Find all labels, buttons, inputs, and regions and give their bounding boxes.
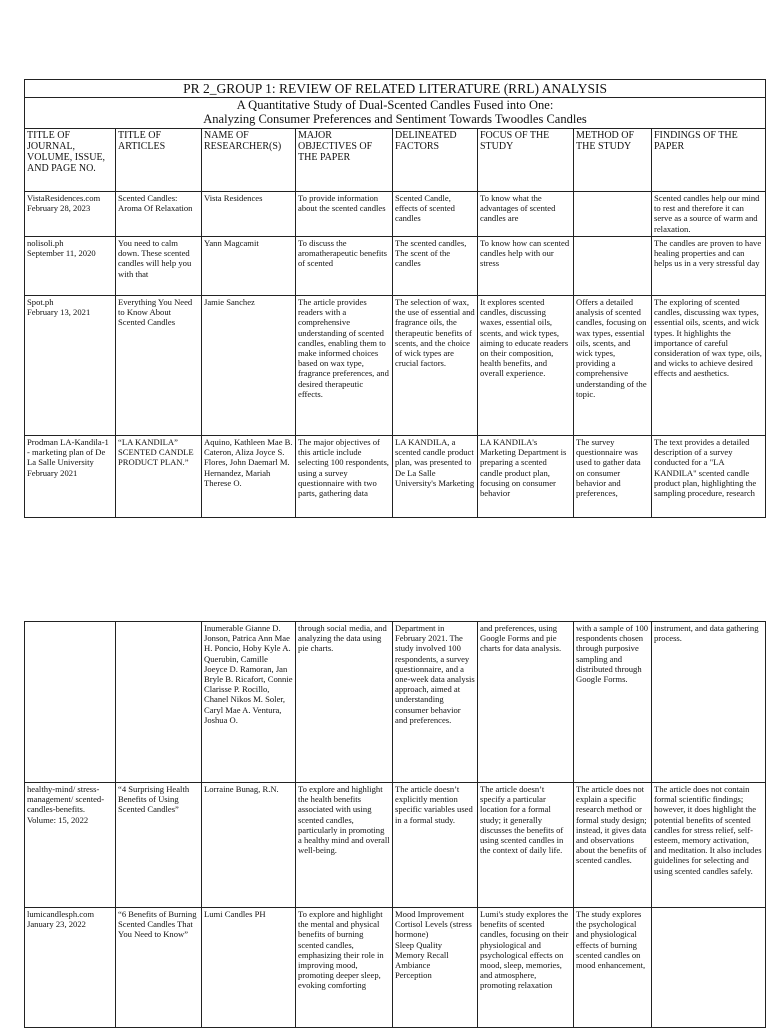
header-factors: DELINEATED FACTORS xyxy=(393,129,478,192)
factors-cell: The scented candles, The scent of the candles xyxy=(393,237,478,296)
objectives-cell: The article provides readers with a comprehensive understanding of scented candles, enabling them to make informed choices based on wax type, fragrance preferences, and desired therapeutic effects. xyxy=(296,296,393,436)
header-objectives: MAJOR OBJECTIVES OF THE PAPER xyxy=(296,129,393,192)
objectives-cell: To explore and highlight the health benefits associated with using scented candles, particularly in promoting a healthy mind and overall well-being. xyxy=(296,783,393,908)
journal-text: Prodman LA-Kandila-1 - marketing plan of De La Salle University February 2021 xyxy=(27,437,109,478)
findings-cell xyxy=(652,908,766,1028)
researchers-cell xyxy=(202,436,296,518)
article-title-text: “LA KANDILA” SCENTED CANDLE PRODUCT PLAN.” xyxy=(118,437,194,468)
focus-cell xyxy=(478,436,574,518)
journal-cell: Spot.ph February 13, 2021 xyxy=(25,296,116,436)
article-title-text: “6 Benefits of Burning Scented Candles That You Need to Know” xyxy=(118,909,197,940)
article-title-cell xyxy=(116,622,202,783)
journal-cell xyxy=(25,436,116,518)
findings-text xyxy=(654,909,763,1025)
study-title-line-2: Analyzing Consumer Preferences and Sentiment Towards Twoodles Candles xyxy=(203,112,587,126)
researchers-cell: Yann Magcamit xyxy=(202,237,296,296)
table-row xyxy=(25,436,766,518)
researchers-cell: Inumerable Gianne D. Jonson, Patrica Ann Mae H. Poncio, Hoby Kyle A. Querubin, Camille Joeyce D. Ramoran, Jan Bryle B. Ricafort, Connie Clarisse P. Rocillo, Chanel Nikos M. Soler, Caryl Mae A. Ventura, Joshua O. xyxy=(202,622,296,783)
table-row xyxy=(25,192,766,237)
method-text: The study explores the psychological and physiological effects of burning scented candles on mood enhancement, xyxy=(576,909,646,971)
focus-cell: and preferences, using Google Forms and pie charts for data analysis. xyxy=(478,622,574,783)
journal-cell xyxy=(25,908,116,1028)
objectives-text: The major objectives of this article include selecting 100 respondents, using a survey questionnaire with two parts, gathering data xyxy=(298,437,389,499)
objectives-cell: through social media, and analyzing the data using pie charts. xyxy=(296,622,393,783)
article-title-cell: Everything You Need to Know About Scented Candles xyxy=(116,296,202,436)
factors-cell: The selection of wax, the use of essential and fragrance oils, the therapeutic benefits of scents, and the choice of wick types are crucial factors. xyxy=(393,296,478,436)
factors-cell: The article doesn’t explicitly mention specific variables used in a formal study. xyxy=(393,783,478,908)
focus-cell: To know how can scented candles help with our stress xyxy=(478,237,574,296)
table-row xyxy=(25,783,766,908)
findings-cell: instrument, and data gathering process. xyxy=(652,622,766,783)
method-cell xyxy=(574,436,652,518)
researchers-cell: Vista Residences xyxy=(202,192,296,237)
method-cell: The article does not explain a specific research method or formal study design; instead, it gives data and observations about the benefits of scented candles. xyxy=(574,783,652,908)
journal-text: lumicandlesph.com January 23, 2022 xyxy=(27,909,95,930)
factors-cell xyxy=(393,436,478,518)
study-title xyxy=(25,98,766,129)
method-cell: with a sample of 100 respondents chosen through purposive sampling and distributed through Google Forms. xyxy=(574,622,652,783)
header-method: METHOD OF THE STUDY xyxy=(574,129,652,192)
findings-cell: Scented candles help our mind to rest and therefore it can serve as a source of warm and relaxation. xyxy=(652,192,766,237)
rrl-table-page-1 xyxy=(24,79,766,518)
factors-text: LA KANDILA, a scented candle product plan, was presented to De La Salle University's Marketing xyxy=(395,437,475,488)
journal-cell: VistaResidences.com February 28, 2023 xyxy=(25,192,116,237)
table-row xyxy=(25,622,766,783)
factors-cell: Scented Candle, effects of scented candles xyxy=(393,192,478,237)
focus-cell: To know what the advantages of scented candles are xyxy=(478,192,574,237)
factors-cell xyxy=(393,908,478,1028)
method-cell xyxy=(574,908,652,1028)
header-row xyxy=(25,129,766,192)
focus-text: LA KANDILA's Marketing Department is preparing a scented candle product plan, focusing on consumer behavior xyxy=(480,437,567,499)
focus-cell: The article doesn’t specify a particular location for a formal study; it generally discusses the benefits of using scented candles in the context of daily life. xyxy=(478,783,574,908)
method-cell xyxy=(574,192,652,237)
header-findings: FINDINGS OF THE PAPER xyxy=(652,129,766,192)
factors-cell: Department in February 2021. The study involved 100 respondents, a survey questionnaire, and a one-week data analysis approach, aimed at understanding consumer behavior and preferences. xyxy=(393,622,478,783)
article-title-cell xyxy=(116,436,202,518)
focus-text: Lumi's study explores the benefits of scented candles, focusing on their physiological and psychological effects on mood, sleep, memories, and atmosphere, promoting relaxation xyxy=(480,909,569,991)
researchers-cell: Lorraine Bunag, R.N. xyxy=(202,783,296,908)
method-cell: Offers a detailed analysis of scented candles, focusing on wax types, essential oils, scents, and wick types, providing a comprehensive understanding of the topic. xyxy=(574,296,652,436)
researchers-text: Aquino, Kathleen Mae B. Cateron, Aliza Joyce S. Flores, John Daemarl M. Hernandez, Mariah Therese O. xyxy=(204,437,293,488)
method-text: The survey questionnaire was used to gather data on consumer behavior and preferences, xyxy=(576,437,641,499)
header-focus: FOCUS OF THE STUDY xyxy=(478,129,574,192)
objectives-text: To explore and highlight the mental and physical benefits of burning scented candles, emphasizing their role in improving mood, promoting deeper sleep, evoking comforting xyxy=(298,909,384,991)
table-row xyxy=(25,237,766,296)
journal-cell: nolisoli.ph September 11, 2020 xyxy=(25,237,116,296)
findings-text: The text provides a detailed description of a survey conducted for a "LA KANDILA" scented candle product plan, highlighting the sampling procedure, research xyxy=(654,437,757,499)
header-article-title: TITLE OF ARTICLES xyxy=(116,129,202,192)
method-cell xyxy=(574,237,652,296)
article-title-cell xyxy=(116,908,202,1028)
objectives-cell xyxy=(296,908,393,1028)
table-row xyxy=(25,908,766,1028)
header-journal: TITLE OF JOURNAL, VOLUME, ISSUE, AND PAGE NO. xyxy=(25,129,116,192)
page-title: PR 2_GROUP 1: REVIEW OF RELATED LITERATURE (RRL) ANALYSIS xyxy=(25,80,766,98)
objectives-cell xyxy=(296,436,393,518)
article-title-cell: Scented Candles: Aroma Of Relaxation xyxy=(116,192,202,237)
journal-cell: healthy-mind/ stress-management/ scented-candles-benefits. Volume: 15, 2022 xyxy=(25,783,116,908)
researchers-text: Lumi Candles PH xyxy=(204,909,266,919)
focus-cell: It explores scented candles, discussing waxes, essential oils, scents, and wick types, aiming to educate readers on their composition, health benefits, and overall experience. xyxy=(478,296,574,436)
findings-cell: The candles are proven to have healing properties and can helps us in a very stressful day xyxy=(652,237,766,296)
table-row xyxy=(25,296,766,436)
study-title-line-1: A Quantitative Study of Dual-Scented Candles Fused into One: xyxy=(236,98,554,112)
researchers-cell: Jamie Sanchez xyxy=(202,296,296,436)
rrl-table-page-2 xyxy=(24,621,766,1028)
factors-text: Mood Improvement Cortisol Levels (stress hormone) Sleep Quality Memory Recall Ambiance Perception xyxy=(395,909,472,981)
findings-cell: The article does not contain formal scientific findings; however, it does highlight the potential benefits of scented candles for stress relief, self-esteem, memory activation, and meditation. It also includes guidelines for selecting and using scented candles safely. xyxy=(652,783,766,908)
article-title-cell: You need to calm down. These scented candles will help you with that xyxy=(116,237,202,296)
findings-cell xyxy=(652,436,766,518)
focus-cell xyxy=(478,908,574,1028)
article-title-cell: “4 Surprising Health Benefits of Using Scented Candles” xyxy=(116,783,202,908)
journal-cell xyxy=(25,622,116,783)
header-researchers: NAME OF RESEARCHER(S) xyxy=(202,129,296,192)
objectives-cell: To discuss the aromatherapeutic benefits of scented xyxy=(296,237,393,296)
researchers-cell xyxy=(202,908,296,1028)
objectives-cell: To provide information about the scented candles xyxy=(296,192,393,237)
findings-cell: The exploring of scented candles, discussing wax types, essential oils, scents, and wick types. It highlights the importance of careful consideration of wax type, oils, and wicks to achieve desired effects and aesthetics. xyxy=(652,296,766,436)
